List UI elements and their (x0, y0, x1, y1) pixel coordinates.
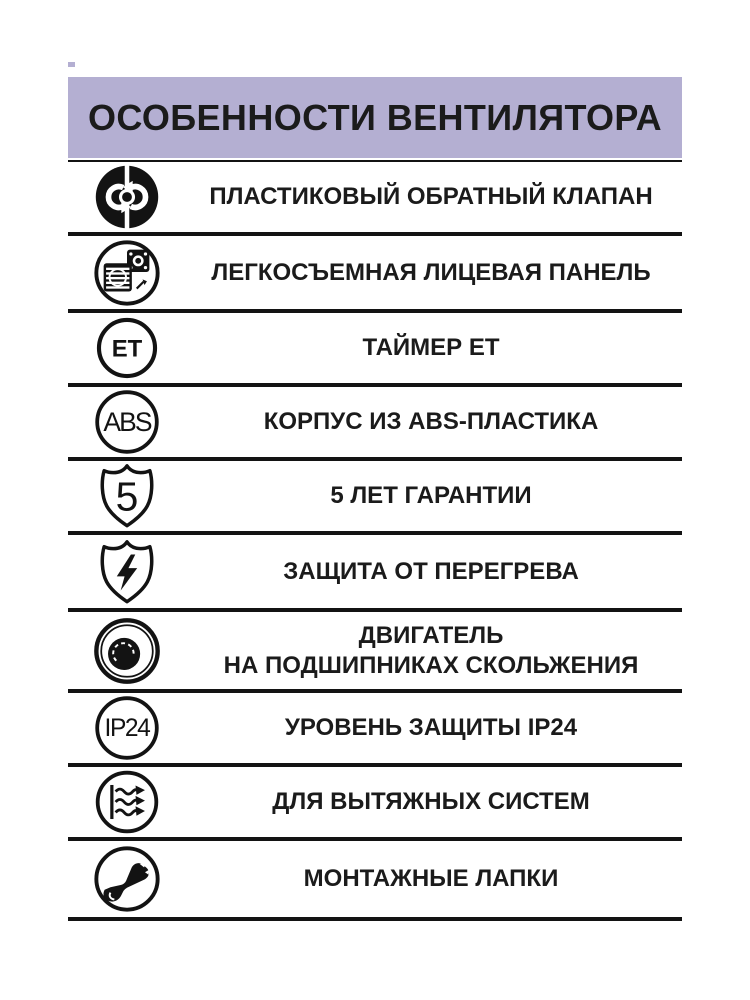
feature-row-warranty (68, 461, 682, 535)
feature-label: ДЛЯ ВЫТЯЖНЫХ СИСТЕМ (272, 788, 590, 816)
ip24-icon-text: IP24 (104, 715, 150, 743)
feature-label: ПЛАСТИКОВЫЙ ОБРАТНЫЙ КЛАПАН (209, 183, 653, 211)
timer-et-icon-text: ET (111, 335, 143, 363)
feature-label: 5 ЛЕТ ГАРАНТИИ (330, 482, 532, 510)
feature-row-exhaust (68, 767, 682, 841)
header-band (68, 77, 682, 158)
abs-icon-text: ABS (103, 406, 151, 437)
abs-plastic-icon (68, 387, 186, 457)
removable-panel-icon (68, 237, 186, 309)
feature-label: ТАЙМЕР ET (362, 334, 500, 362)
feature-row-check-valve (68, 162, 682, 236)
check-valve-icon (68, 162, 186, 232)
feature-row-timer-et (68, 313, 682, 387)
feature-label: УРОВЕНЬ ЗАЩИТЫ IP24 (284, 714, 578, 742)
ip24-icon (68, 693, 186, 763)
artifact-speck (68, 62, 75, 67)
feature-label: КОРПУС ИЗ ABS-ПЛАСТИКА (263, 408, 599, 436)
feature-row-abs (68, 387, 682, 461)
feature-row-overheat (68, 535, 682, 612)
timer-et-icon (68, 314, 186, 382)
feature-label-line1: ДВИГАТЕЛЬ (358, 622, 504, 650)
feature-label: ЗАЩИТА ОТ ПЕРЕГРЕВА (283, 557, 579, 585)
feature-row-mounting-feet (68, 841, 682, 921)
feature-label: МОНТАЖНЫЕ ЛАПКИ (303, 865, 559, 893)
sliding-bearing-motor-icon (68, 615, 186, 687)
feature-label-line2: НА ПОДШИПНИКАХ СКОЛЬЖЕНИЯ (223, 651, 639, 679)
mounting-feet-icon (68, 843, 186, 915)
feature-row-motor (68, 612, 682, 693)
feature-label (186, 621, 682, 680)
warranty-shield-icon (68, 460, 186, 532)
exhaust-system-icon (68, 767, 186, 837)
content-sheet (68, 77, 682, 921)
feature-row-ip24 (68, 693, 682, 767)
feature-label: ЛЕГКОСЪЕМНАЯ ЛИЦЕВАЯ ПАНЕЛЬ (211, 258, 651, 286)
overheat-protection-icon (68, 536, 186, 608)
page-title: ОСОБЕННОСТИ ВЕНТИЛЯТОРА (87, 96, 663, 138)
feature-row-removable-panel (68, 236, 682, 313)
warranty-icon-text: 5 (115, 473, 139, 520)
